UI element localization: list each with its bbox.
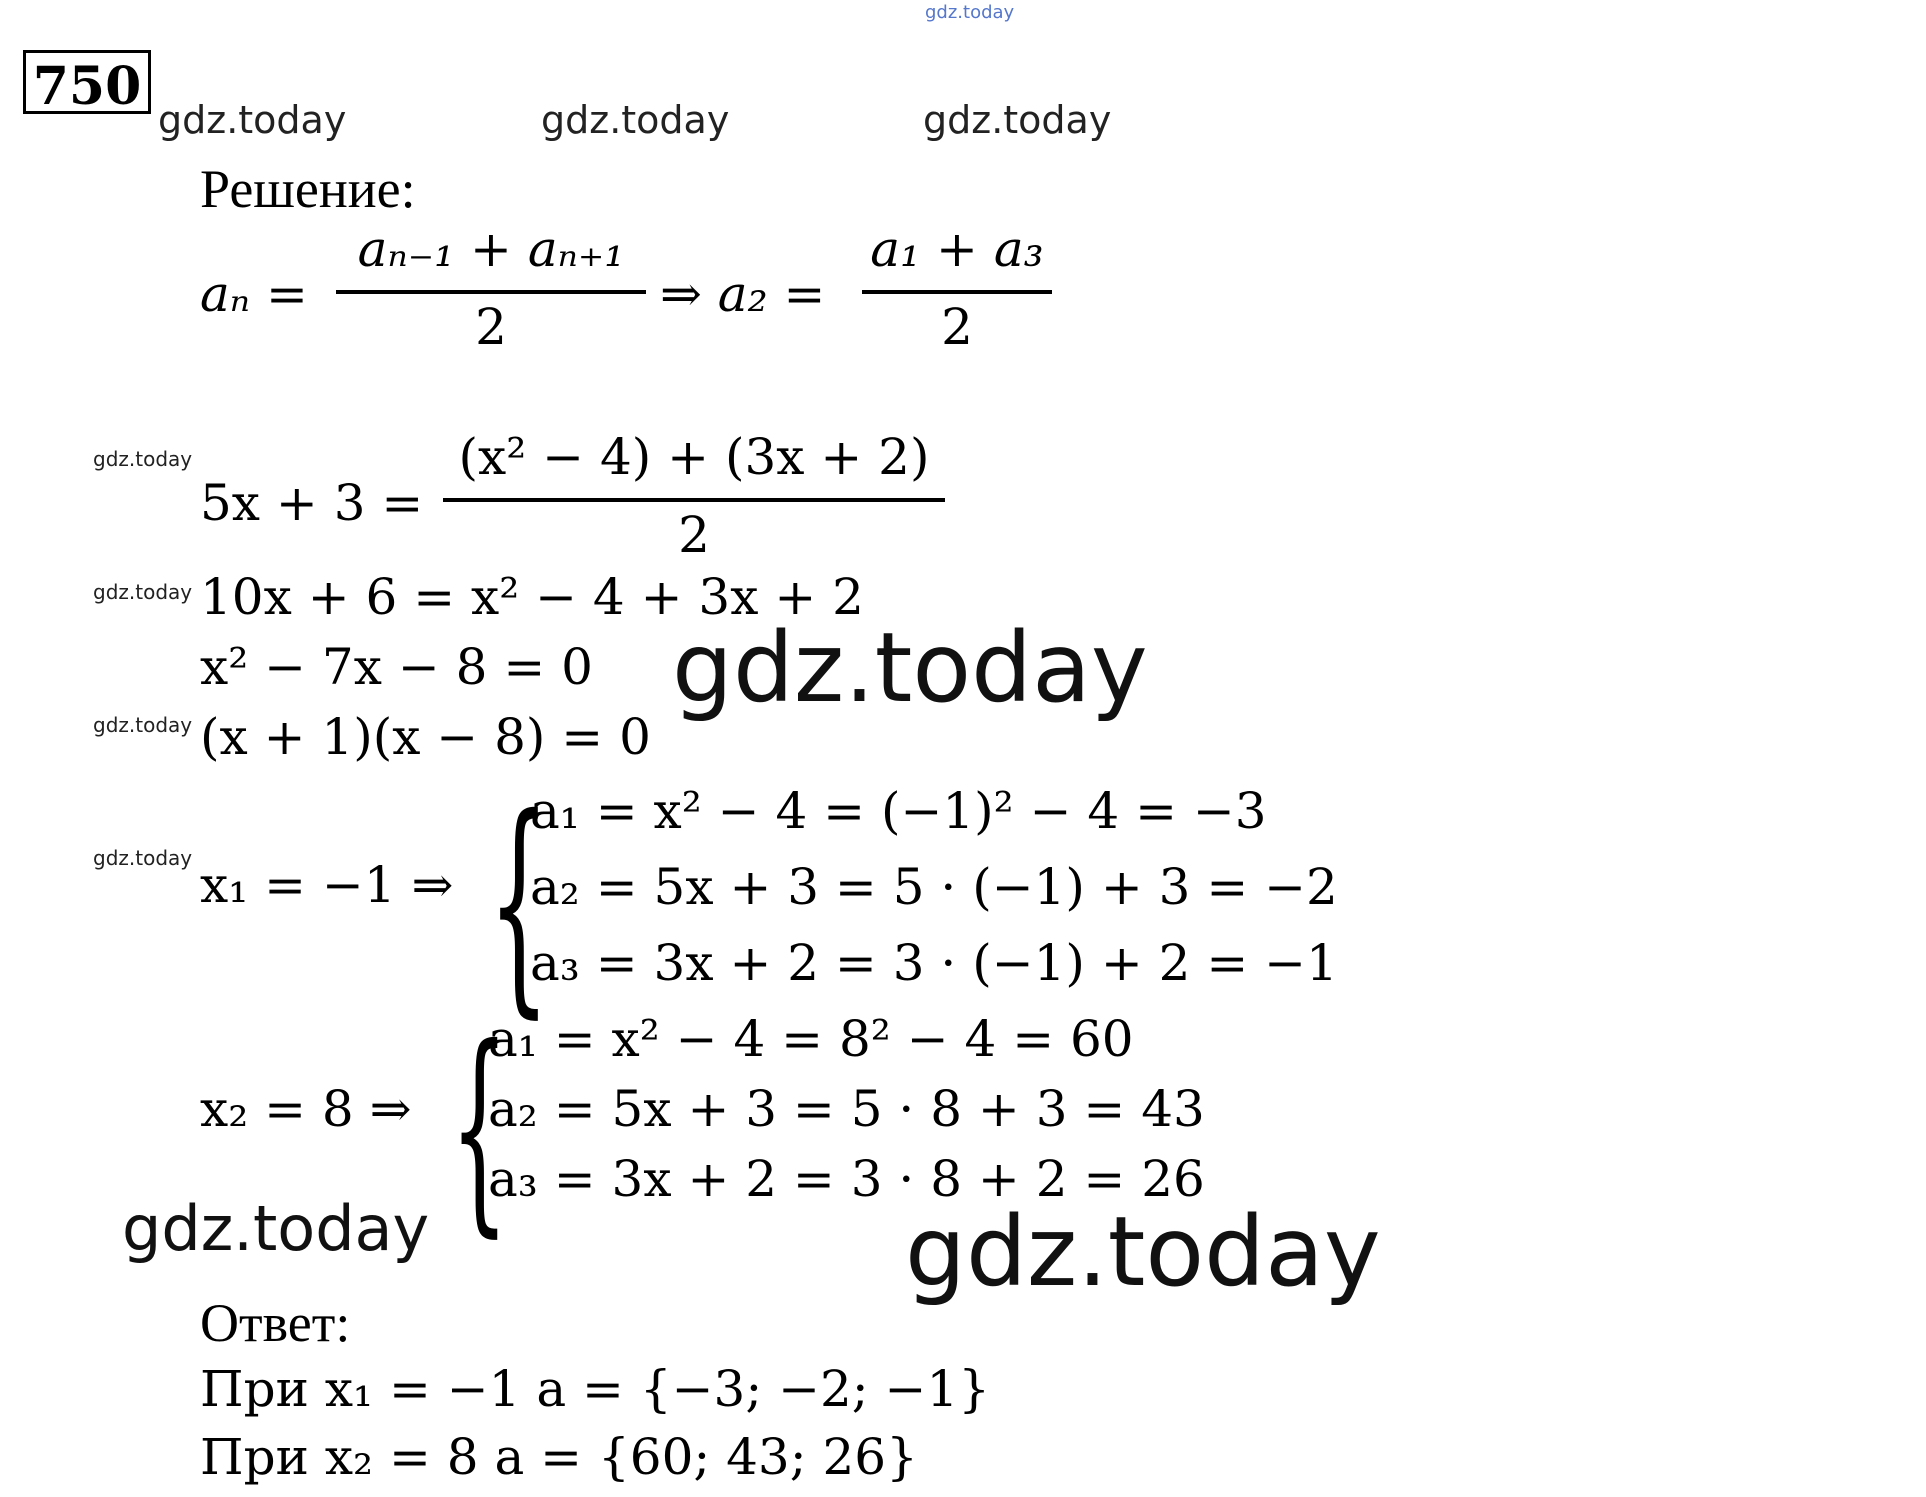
answer-heading: Ответ: bbox=[200, 1293, 351, 1353]
answer-line: При x₁ = −1 a = {−3; −2; −1} bbox=[200, 1360, 991, 1418]
watermark: gdz.today bbox=[923, 98, 1112, 142]
fraction bbox=[862, 220, 1052, 360]
numerator: aₙ₋₁ + aₙ₊₁ bbox=[357, 220, 625, 278]
watermark-large: gdz.today bbox=[905, 1196, 1381, 1308]
watermark-top: gdz.today bbox=[925, 2, 1015, 23]
numerator: (x² − 4) + (3x + 2) bbox=[458, 428, 930, 486]
watermark: gdz.today bbox=[158, 98, 347, 142]
system-row: a₁ = x² − 4 = (−1)² − 4 = −3 bbox=[530, 782, 1267, 840]
fraction-bar bbox=[336, 290, 646, 294]
watermark: gdz.today bbox=[93, 713, 193, 737]
system-row: a₃ = 3x + 2 = 3 · 8 + 2 = 26 bbox=[488, 1150, 1205, 1208]
watermark: gdz.today bbox=[541, 98, 730, 142]
problem-number bbox=[23, 50, 151, 117]
left-brace: { bbox=[450, 1000, 509, 1256]
watermark: gdz.today bbox=[93, 580, 193, 604]
watermark: gdz.today bbox=[122, 1192, 430, 1265]
numerator: a₁ + a₃ bbox=[870, 220, 1044, 278]
denominator: 2 bbox=[678, 506, 710, 564]
equation-line: (x + 1)(x − 8) = 0 bbox=[200, 708, 651, 766]
fraction bbox=[443, 428, 945, 568]
case-lhs: x₂ = 8 ⇒ bbox=[200, 1080, 412, 1138]
problem-number-text: 750 bbox=[32, 56, 142, 117]
solution-heading: Решение: bbox=[200, 159, 416, 219]
watermark: gdz.today bbox=[93, 447, 193, 471]
formula-lhs: aₙ = bbox=[200, 265, 308, 323]
system-row: a₁ = x² − 4 = 8² − 4 = 60 bbox=[488, 1010, 1134, 1068]
equation-line: 10x + 6 = x² − 4 + 3x + 2 bbox=[200, 568, 864, 626]
equation-line: x² − 7x − 8 = 0 bbox=[200, 638, 593, 696]
denominator: 2 bbox=[475, 298, 507, 356]
equation-lhs: 5x + 3 = bbox=[200, 474, 424, 532]
watermark: gdz.today bbox=[93, 846, 193, 870]
system-row: a₃ = 3x + 2 = 3 · (−1) + 2 = −1 bbox=[530, 934, 1338, 992]
watermark-large: gdz.today bbox=[672, 612, 1148, 724]
answer-line: При x₂ = 8 a = {60; 43; 26} bbox=[200, 1428, 918, 1486]
formula-mid: ⇒ a₂ = bbox=[660, 265, 826, 323]
case-lhs: x₁ = −1 ⇒ bbox=[200, 856, 454, 914]
denominator: 2 bbox=[941, 298, 973, 356]
fraction bbox=[336, 220, 646, 360]
system-row: a₂ = 5x + 3 = 5 · 8 + 3 = 43 bbox=[488, 1080, 1205, 1138]
left-brace: { bbox=[488, 768, 550, 1038]
fraction-bar bbox=[862, 290, 1052, 294]
fraction-bar bbox=[443, 498, 945, 502]
system-row: a₂ = 5x + 3 = 5 · (−1) + 3 = −2 bbox=[530, 858, 1338, 916]
